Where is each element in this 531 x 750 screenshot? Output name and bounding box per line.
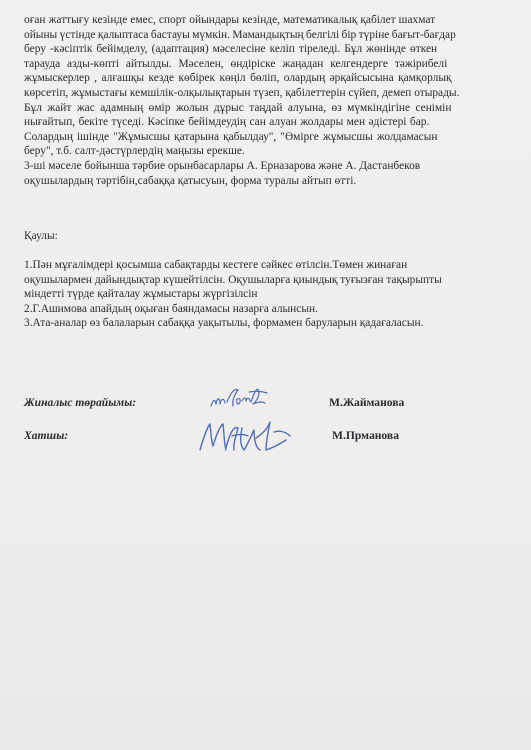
decision-line: міндетті түрде қайталау жұмыстары жүргізілсін: [24, 288, 258, 301]
paragraph-line: жұмыскерлер , алғашқы кезде көбірек көңіл бөліп, олардың әрқайсысына қамқорлық: [24, 72, 452, 85]
chair-name: М.Жайманова: [329, 396, 405, 409]
decision-list: [24, 258, 521, 331]
decision-line: 1.Пән мұғалімдері қосымша сабақтарды кестеге сәйкес өтілсін.Төмен жинаған: [24, 259, 408, 271]
paragraph-line: Солардың ішінде "Жұмысшы қатарына қабылдау", "Өмірге жұмысшы жолдамасын: [24, 130, 438, 143]
paragraph-line: көрсетіп, жұмыстағы кемшілік-олқылықтарын түзеп, қабілеттерін сүйеп, демеп отырады.: [24, 86, 460, 99]
secretary-signature-image: [196, 414, 296, 460]
paragraph-line: Бұл жайт жас адамның өмір жолын дұрыс таңдай алуына, өз мүмкіндігіне сенімін: [24, 101, 452, 114]
secretary-role: Хатшы:: [24, 429, 69, 442]
decision-line: 2.Г.Ашимова апайдың оқыған баяндамасы назарға алынсын.: [24, 302, 318, 315]
decision-line: оқушылармен дайындықтар күшейтілсін. Оқушыларға қиындық туғызған тақырыпты: [24, 273, 442, 286]
decision-line: 3.Ата-аналар өз балаларын сабаққа уақытылы, формамен баруларын қадағаласын.: [24, 317, 424, 330]
agenda-line: 3-ші мәселе бойынша тәрбие орынбасарлары А. Ерназарова және А. Дастанбеков: [24, 160, 421, 172]
paragraph-line: беру -кәсіптік бейімделу, (адаптация) мәселесіне келіп тіреледі. Бұл жөнінде өткен: [24, 43, 438, 56]
chair-role: Жиналыс төрайымы:: [24, 396, 137, 409]
secretary-name: М.Прманова: [332, 429, 399, 442]
paragraph-line: оған жаттығу кезінде емес, спорт ойындары кезінде, математикалық қабілет шахмат: [24, 14, 436, 26]
paragraph-line: ойыны үстінде қалыптаса бастауы мүмкін. Мамандықтың белгілі бір түріне бағыт-бағдар: [24, 28, 456, 41]
agenda-item-3: [24, 159, 521, 188]
paragraph-line: тарауда азды-көпті айтылды. Мәселен, өндіріске жаңадан келгендерге тәжірибелі: [24, 57, 448, 70]
paragraph-line: беру", т.б. салт-дәстүрлердің маңызы ерекше.: [24, 145, 245, 158]
agenda-line: оқушылардың тәртібін,сабаққа қатысуын, форма туралы айтып өтті.: [24, 174, 357, 187]
opening-paragraph: [24, 13, 521, 159]
decision-heading: Қаулы:: [24, 230, 58, 242]
paragraph-line: нығайтып, бекіте түседі. Кәсіпке бейімдеудің сан алуан жолдары мен әдістері бар.: [24, 116, 430, 129]
chair-signature-image: [205, 382, 275, 416]
